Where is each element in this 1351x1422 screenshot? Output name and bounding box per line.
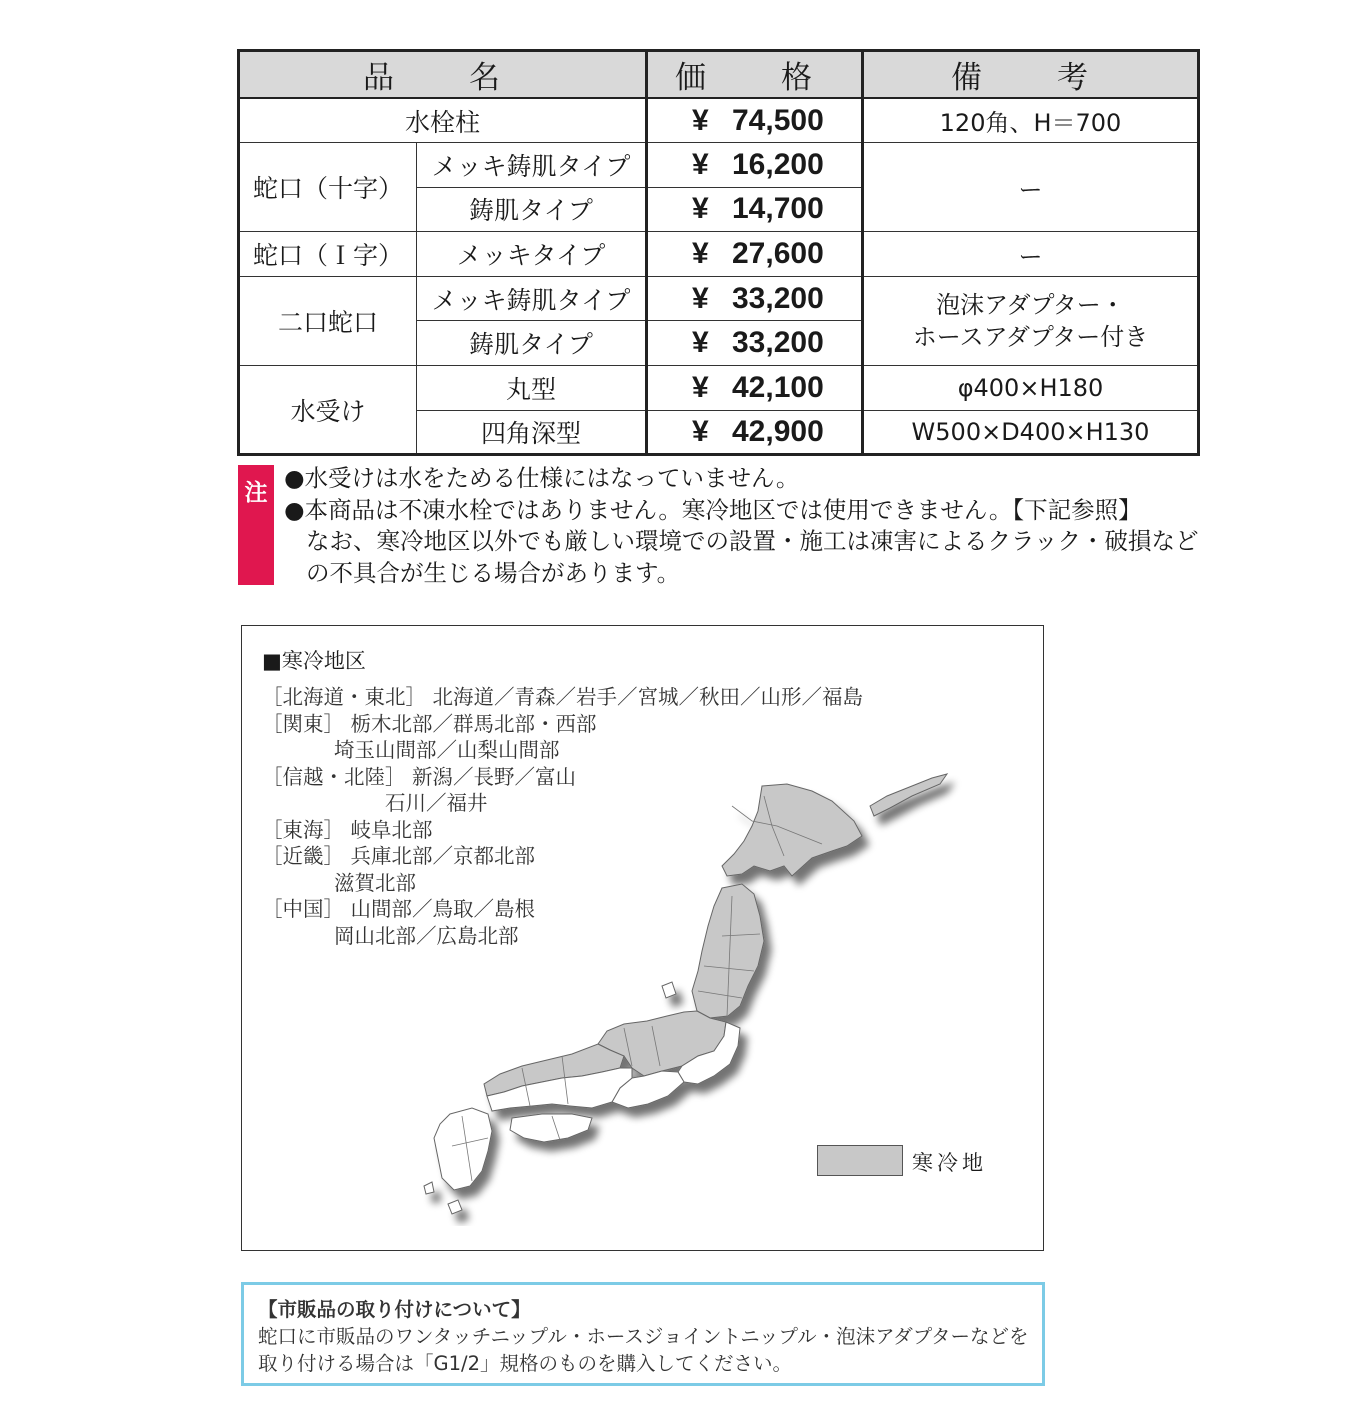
product-type: メッキ鋳肌タイプ (417, 276, 647, 321)
region-line: ［東海］ 岐阜北部 (262, 817, 433, 842)
price-cell (647, 321, 863, 366)
yen-symbol: ¥ (692, 326, 709, 360)
product-type: メッキ鋳肌タイプ (417, 143, 647, 188)
remarks-cell: ー (863, 232, 1199, 277)
note-badge: 注 (238, 465, 274, 585)
yen-symbol: ¥ (692, 103, 709, 137)
note-line: ●水受けは水をためる仕様にはなっていません。 (284, 464, 800, 492)
price-value: 42,100 (732, 370, 824, 404)
price-value: 33,200 (732, 326, 824, 360)
legend-label: 寒冷地 (912, 1151, 987, 1175)
price-value: 16,200 (732, 147, 824, 181)
product-type: 四角深型 (417, 410, 647, 455)
price-cell (647, 276, 863, 321)
price-value: 33,200 (732, 281, 824, 315)
product-group: 蛇口（十字） (239, 143, 417, 232)
shikoku-region (510, 1114, 592, 1142)
yen-symbol: ¥ (692, 147, 709, 181)
header-price: 価 格 (647, 51, 863, 99)
table-row (239, 366, 1199, 411)
region-line: ［中国］ 山間部／鳥取／島根 (262, 897, 536, 921)
product-type: メッキタイプ (417, 232, 647, 277)
product-type: 丸型 (417, 366, 647, 411)
price-cell (647, 187, 863, 232)
price-cell (647, 232, 863, 277)
legend-swatch-cold (817, 1145, 903, 1176)
yen-symbol: ¥ (692, 370, 709, 404)
product-type: 鋳肌タイプ (417, 321, 647, 366)
price-value: 74,500 (732, 103, 824, 137)
info-line: 取り付ける場合は「G1/2」規格のものを購入してください。 (258, 1352, 792, 1375)
note-line: ●本商品は不凍水栓ではありません。寒冷地区では使用できません。【下記参照】 (284, 495, 1142, 524)
note-block (284, 463, 1214, 589)
price-value: 14,700 (732, 192, 824, 226)
info-title: 【市販品の取り付けについて】 (258, 1298, 531, 1321)
price-table (237, 49, 1200, 456)
yen-symbol: ¥ (692, 237, 709, 271)
table-row (239, 143, 1199, 188)
region-line: ［近畿］ 兵庫北部／京都北部 (262, 844, 536, 868)
price-value: 27,600 (732, 237, 824, 271)
remarks-cell: ー (863, 143, 1199, 232)
product-group: 水栓柱 (239, 98, 647, 143)
product-group: 水受け (239, 366, 417, 455)
cold-region-panel (241, 625, 1044, 1251)
remarks-cell: φ400×H180 (863, 366, 1199, 411)
region-line: 埼玉山間部／山梨山間部 (334, 738, 560, 762)
region-line: 滋賀北部 (334, 870, 416, 895)
price-cell (647, 143, 863, 188)
remarks-line: 泡沫アダプター・ (936, 290, 1125, 319)
cold-region-title: ■寒冷地区 (262, 649, 366, 673)
kuril-islands (870, 774, 947, 816)
header-remarks: 備 考 (863, 51, 1199, 99)
remarks-cell: 120角、H＝700 (863, 98, 1199, 143)
hokkaido-region (722, 784, 862, 876)
yen-symbol: ¥ (692, 281, 709, 315)
sado-island (662, 982, 676, 998)
note-line: なお、寒冷地区以外でも厳しい環境での設置・施工は凍害によるクラック・破損など (306, 527, 1199, 555)
southern-islands (448, 1200, 462, 1214)
product-group: 二口蛇口 (239, 276, 417, 365)
price-cell (647, 98, 863, 143)
table-row (239, 98, 1199, 143)
product-type: 鋳肌タイプ (417, 187, 647, 232)
region-line: ［関東］ 栃木北部／群馬北部・西部 (262, 711, 597, 736)
southern-islands (424, 1182, 434, 1194)
region-line: 岡山北部／広島北部 (334, 923, 519, 948)
yen-symbol: ¥ (692, 414, 709, 448)
price-cell (647, 410, 863, 455)
remarks-cell (863, 276, 1199, 365)
yen-symbol: ¥ (692, 192, 709, 226)
note-line: の不具合が生じる場合があります。 (306, 558, 681, 587)
price-cell (647, 366, 863, 411)
header-product-name: 品 名 (239, 51, 647, 99)
region-line: ［北海道・東北］ 北海道／青森／岩手／宮城／秋田／山形／福島 (262, 685, 864, 709)
remarks-line: ホースアダプター付き (912, 322, 1149, 351)
info-box (241, 1282, 1045, 1386)
region-line: 石川／福井 (385, 791, 488, 815)
price-value: 42,900 (732, 414, 824, 448)
table-row (239, 232, 1199, 277)
product-group: 蛇口（Ｉ字） (239, 232, 417, 277)
table-header-row (239, 51, 1199, 99)
region-line: ［信越・北陸］ 新潟／長野／富山 (262, 764, 577, 789)
remarks-cell: W500×D400×H130 (863, 410, 1199, 455)
info-line: 蛇口に市販品のワンタッチニップル・ホースジョイントニップル・泡沫アダプターなどを (258, 1325, 1029, 1348)
table-row (239, 276, 1199, 321)
